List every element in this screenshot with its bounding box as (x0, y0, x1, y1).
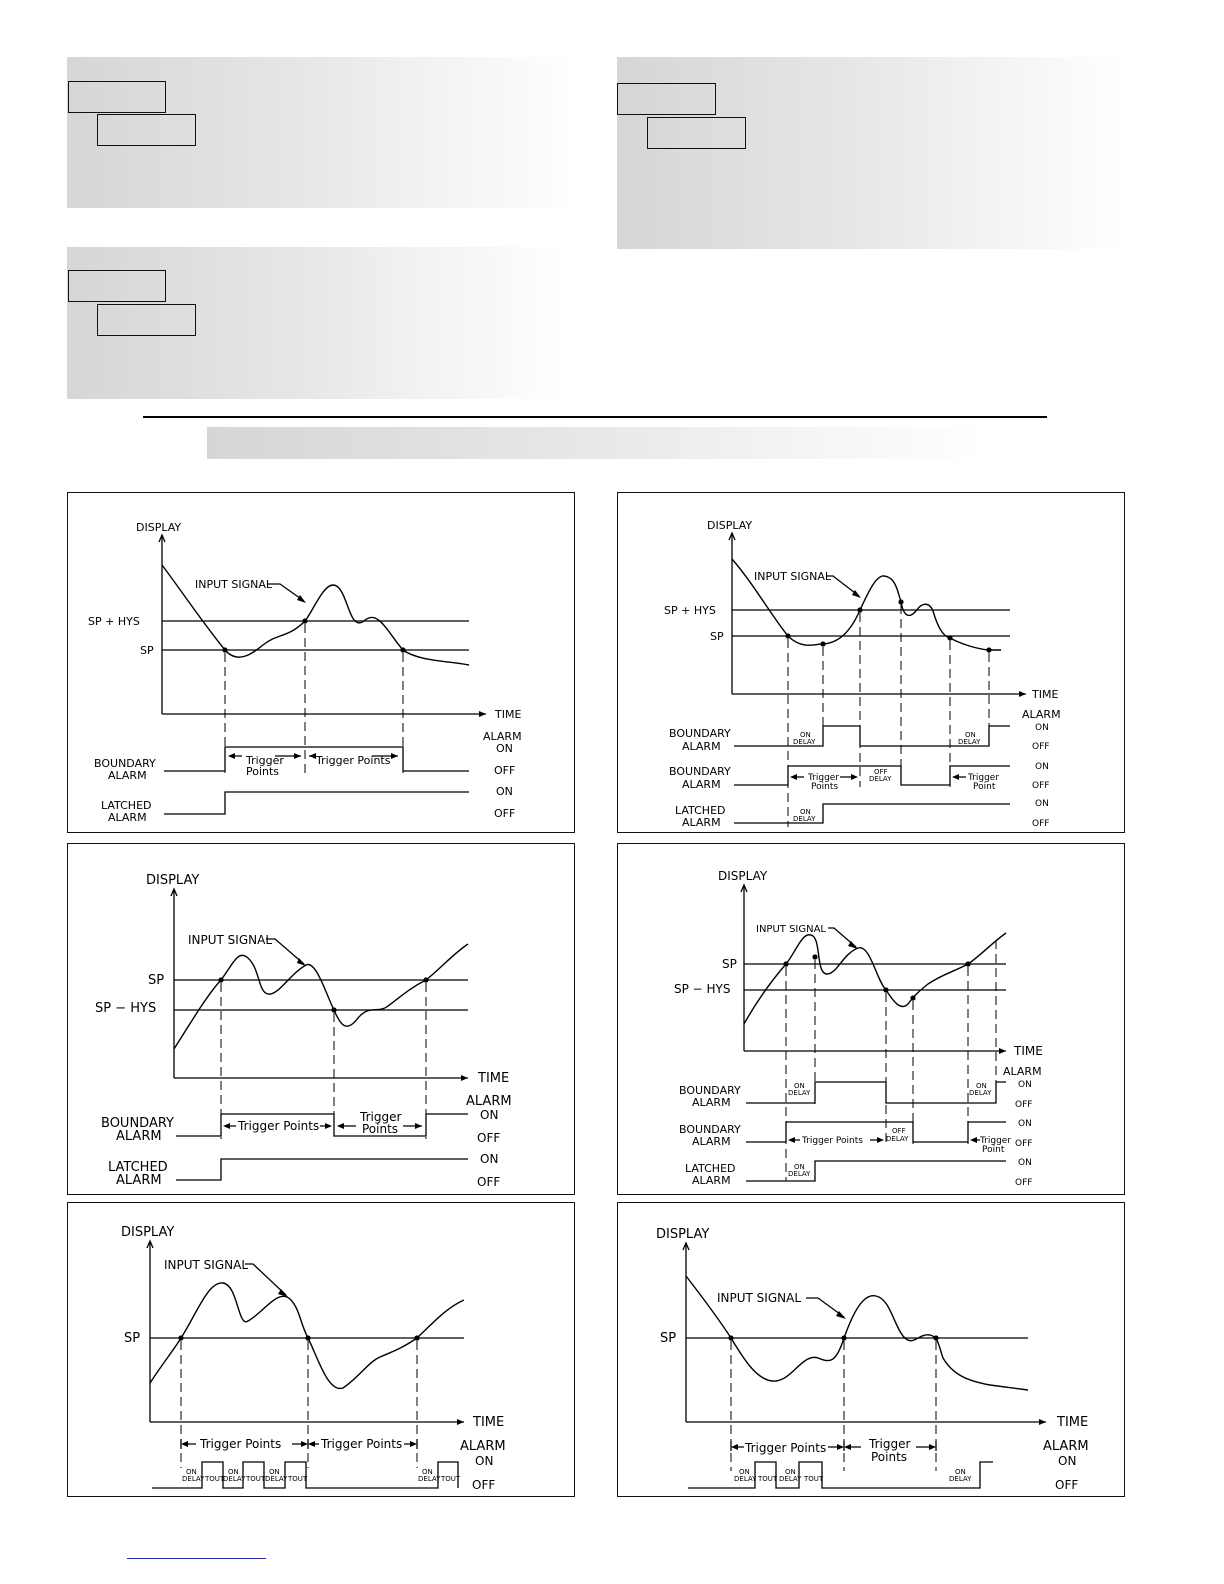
alarm-label: ALARM (1022, 708, 1061, 721)
header-tab-mid-left-1 (68, 270, 166, 302)
alarm-label: ALARM (466, 1094, 512, 1109)
diagram-panel-1 (67, 492, 575, 833)
tout-label: TOUT (758, 1475, 778, 1483)
on-delay-delay: DELAY (793, 738, 816, 746)
latched-alarm-trace (176, 1159, 468, 1180)
on-label: ON (1035, 762, 1049, 772)
trigger-points-label: Trigger Points (316, 754, 391, 767)
on-delay-delay: DELAY (793, 815, 816, 823)
on-delay-delay: DELAY (265, 1475, 288, 1483)
tout-label: TOUT (441, 1475, 461, 1483)
points-label: Points (871, 1450, 908, 1464)
on-delay-delay: DELAY (418, 1475, 441, 1483)
input-signal-label: INPUT SIGNAL (756, 924, 827, 935)
tout-label: TOUT (205, 1475, 225, 1483)
time-label: TIME (473, 1415, 505, 1430)
on-label: ON (1018, 1119, 1032, 1129)
input-signal-label: INPUT SIGNAL (164, 1258, 249, 1272)
trigger-points-label: Trigger Points (200, 1437, 282, 1451)
input-signal-label: INPUT SIGNAL (195, 578, 273, 591)
on-delay-on: ON (794, 1082, 805, 1090)
trigger-label: Trigger (246, 754, 284, 767)
boundary-alarm-label-2: ALARM (116, 1129, 162, 1144)
input-signal-label: INPUT SIGNAL (717, 1291, 802, 1305)
display-label: DISPLAY (136, 521, 182, 534)
off-delay-off: OFF (892, 1127, 906, 1135)
diagram-3-svg (68, 844, 574, 1194)
sp-label: SP (722, 957, 737, 971)
boundary-alarm-label-1: BOUNDARY (679, 1084, 741, 1097)
sp-plus-hys-label: SP + HYS (664, 604, 716, 617)
alarm-label: ALARM (460, 1439, 506, 1454)
on-delay-on: ON (186, 1468, 197, 1476)
latched-alarm-label-2: ALARM (682, 816, 721, 829)
on-delay-on: ON (965, 731, 976, 739)
boundary-alarm-trace (176, 1114, 468, 1136)
diagram-5-svg (68, 1203, 574, 1496)
footer-link-underline[interactable] (127, 1558, 266, 1559)
on-delay-on: ON (785, 1468, 796, 1476)
sp-label: SP (148, 973, 165, 988)
display-label: DISPLAY (707, 519, 753, 532)
on-delay-delay: DELAY (969, 1089, 992, 1097)
off-label: OFF (494, 764, 516, 777)
points-label: Points (362, 1122, 399, 1136)
header-tab-top-right-1 (617, 83, 716, 115)
latched-alarm-label-1: LATCHED (675, 804, 726, 817)
section-divider (143, 416, 1047, 418)
trigger-points-label: Trigger Points (745, 1441, 827, 1455)
boundary-alarm-trace-2 (746, 1122, 1006, 1142)
boundary-alarm-label-1: BOUNDARY (679, 1123, 741, 1136)
tout-label: TOUT (804, 1475, 824, 1483)
boundary-alarm-label-1: BOUNDARY (101, 1116, 174, 1131)
alarm-label: ALARM (1043, 1439, 1089, 1454)
latched-alarm-trace (164, 792, 469, 814)
input-signal-label: INPUT SIGNAL (754, 570, 832, 583)
header-tab-mid-left-2 (97, 304, 196, 336)
header-tab-top-right-2 (647, 117, 746, 149)
on-label: ON (1018, 1080, 1032, 1090)
off-label: OFF (472, 1478, 496, 1492)
on-delay-on: ON (739, 1468, 750, 1476)
trigger-label: Trigger (968, 773, 1000, 783)
off-label: OFF (1015, 1139, 1033, 1149)
latched-alarm-trace (746, 1161, 1006, 1181)
input-signal-curve (174, 944, 468, 1049)
on-delay-delay: DELAY (734, 1475, 757, 1483)
diagram-panel-6 (617, 1202, 1125, 1497)
on-label: ON (1018, 1158, 1032, 1168)
sp-label: SP (710, 630, 724, 643)
latched-alarm-label-1: LATCHED (685, 1162, 736, 1175)
off-label: OFF (1032, 742, 1050, 752)
header-tab-top-left-1 (68, 81, 166, 113)
on-delay-on: ON (422, 1468, 433, 1476)
sp-label: SP (140, 644, 154, 657)
sp-minus-hys-label: SP − HYS (674, 982, 731, 996)
on-delay-delay: DELAY (788, 1089, 811, 1097)
off-label: OFF (1032, 781, 1050, 791)
on-delay-delay: DELAY (223, 1475, 246, 1483)
diagram-4-svg (618, 844, 1124, 1194)
sp-minus-hys-label: SP − HYS (95, 1001, 157, 1016)
points-label: Points (811, 782, 839, 792)
on-label: ON (496, 742, 513, 755)
latched-alarm-label-2: ALARM (108, 811, 147, 824)
time-label: TIME (495, 708, 522, 721)
boundary-alarm-label-2: ALARM (682, 778, 721, 791)
boundary-alarm-label-2: ALARM (692, 1135, 731, 1148)
on-delay-on: ON (800, 731, 811, 739)
display-label: DISPLAY (718, 869, 768, 883)
latched-alarm-label-2: ALARM (116, 1173, 162, 1188)
boundary-alarm-label-2: ALARM (108, 769, 147, 782)
on-delay-on: ON (228, 1468, 239, 1476)
on-label: ON (1058, 1454, 1077, 1468)
off-delay-delay: DELAY (886, 1135, 909, 1143)
header-tab-top-left-2 (97, 114, 196, 146)
off-label: OFF (494, 807, 516, 820)
trigger-points-label: Trigger Points (238, 1119, 320, 1133)
diagram-1-svg (68, 493, 574, 832)
alarm-label: ALARM (1003, 1065, 1042, 1078)
points-label: Points (246, 765, 280, 778)
on-delay-delay: DELAY (788, 1170, 811, 1178)
tout-label: TOUT (246, 1475, 266, 1483)
off-label: OFF (1032, 819, 1050, 829)
off-delay-delay: DELAY (869, 775, 892, 783)
sp-label: SP (660, 1331, 677, 1346)
time-label: TIME (1032, 688, 1059, 701)
input-signal-label: INPUT SIGNAL (188, 933, 273, 947)
off-label: OFF (1015, 1100, 1033, 1110)
time-label: TIME (1057, 1415, 1089, 1430)
trigger-label: Trigger (808, 773, 840, 783)
boundary-alarm-label-2: ALARM (682, 740, 721, 753)
time-label: TIME (478, 1071, 510, 1086)
diagram-panel-5 (67, 1202, 575, 1497)
time-label: TIME (1014, 1044, 1043, 1058)
on-delay-delay: DELAY (949, 1475, 972, 1483)
sp-plus-hys-label: SP + HYS (88, 615, 140, 628)
on-delay-on: ON (955, 1468, 966, 1476)
latched-alarm-label-1: LATCHED (101, 799, 152, 812)
boundary-alarm-trace-1 (746, 1082, 1006, 1103)
on-delay-delay: DELAY (779, 1475, 802, 1483)
diagram-panel-2 (617, 492, 1125, 833)
diagram-panel-3 (67, 843, 575, 1195)
diagram-6-svg (618, 1203, 1124, 1496)
on-label: ON (480, 1152, 499, 1166)
boundary-alarm-label-1: BOUNDARY (669, 765, 731, 778)
on-delay-on: ON (976, 1082, 987, 1090)
on-delay-delay: DELAY (958, 738, 981, 746)
trigger-label: Trigger (360, 1110, 402, 1124)
tout-label: TOUT (288, 1475, 308, 1483)
boundary-alarm-label-2: ALARM (692, 1096, 731, 1109)
boundary-alarm-label-1: BOUNDARY (94, 757, 156, 770)
on-delay-on: ON (794, 1163, 805, 1171)
display-label: DISPLAY (121, 1225, 175, 1240)
display-label: DISPLAY (146, 873, 200, 888)
on-label: ON (480, 1108, 499, 1122)
latched-alarm-label-1: LATCHED (108, 1160, 168, 1175)
off-label: OFF (1015, 1178, 1033, 1188)
on-label: ON (496, 785, 513, 798)
diagram-panel-4 (617, 843, 1125, 1195)
diagram-2-svg (618, 493, 1124, 832)
trigger-points-label: Trigger Points (802, 1136, 863, 1146)
boundary-alarm-label-1: BOUNDARY (669, 727, 731, 740)
point-label: Point (973, 782, 996, 792)
latched-alarm-trace (734, 804, 1010, 823)
trigger-points-label: Trigger Points (321, 1437, 403, 1451)
latched-alarm-label-2: ALARM (692, 1174, 731, 1187)
off-label: OFF (477, 1175, 501, 1189)
on-label: ON (1035, 799, 1049, 809)
on-label: ON (1035, 723, 1049, 733)
on-delay-on: ON (269, 1468, 280, 1476)
display-label: DISPLAY (656, 1227, 710, 1242)
off-label: OFF (1055, 1478, 1079, 1492)
section-title-bar (207, 427, 987, 459)
point-label: Point (982, 1145, 1005, 1155)
off-label: OFF (477, 1131, 501, 1145)
trigger-label: Trigger (980, 1136, 1012, 1146)
input-signal-curve (744, 933, 1006, 1024)
on-delay-on: ON (800, 808, 811, 816)
off-delay-off: OFF (874, 768, 888, 776)
trigger-label: Trigger (869, 1437, 911, 1451)
alarm-label: ALARM (483, 730, 522, 743)
on-label: ON (475, 1454, 494, 1468)
on-delay-delay: DELAY (182, 1475, 205, 1483)
sp-label: SP (124, 1331, 141, 1346)
